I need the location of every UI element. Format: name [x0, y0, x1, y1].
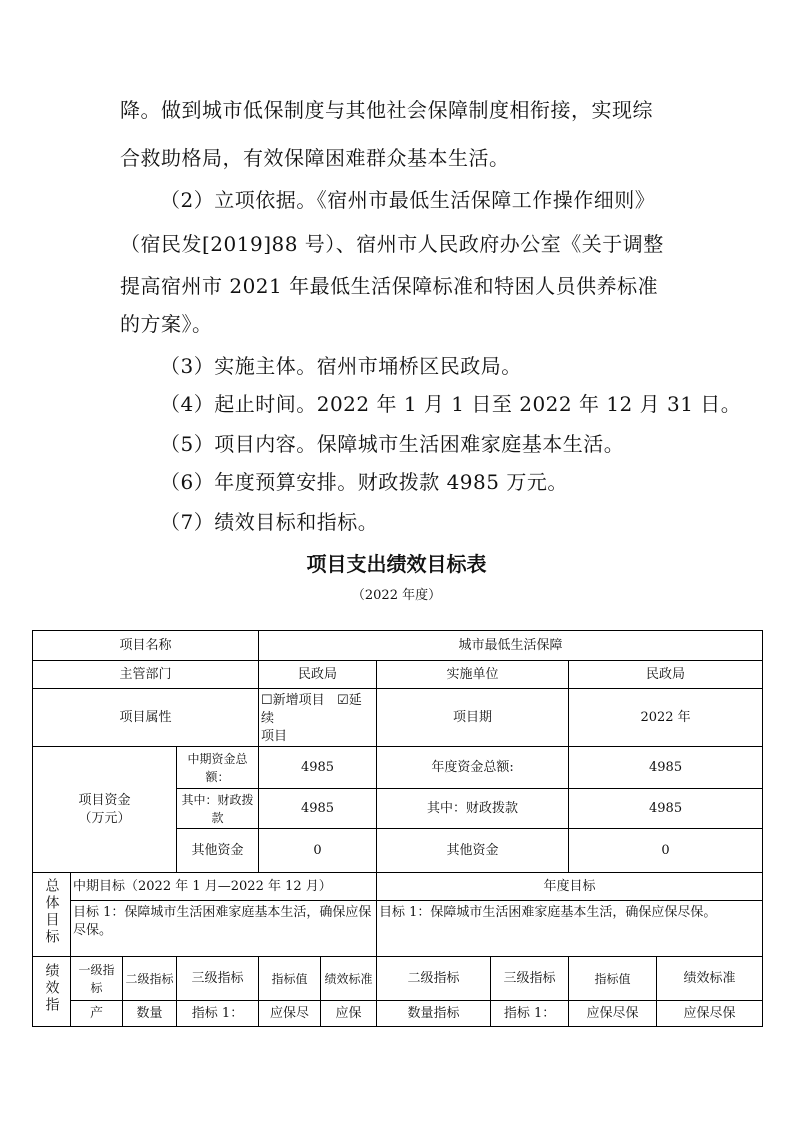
attr-new-checkbox: ☐新增项目	[261, 693, 325, 708]
year-goal-label: 年度目标	[377, 873, 763, 901]
paragraph-line: （7）绩效目标和指标。	[160, 510, 379, 534]
paragraph-line: （2）立项依据。《宿州市最低生活保障工作操作细则》	[160, 188, 656, 212]
header-cell: 三级指标	[177, 957, 259, 1001]
paragraph-line: 合救助格局，有效保障困难群众基本生活。	[120, 146, 510, 170]
year-fin-value: 4985	[569, 789, 763, 829]
paragraph-line: （5）项目内容。保障城市生活困难家庭基本生活。	[160, 432, 625, 456]
header-cell: 绩效标准	[321, 957, 377, 1001]
year-fin-label: 其中：财政拨款	[377, 789, 569, 829]
table-year: （2022 年度）	[351, 588, 442, 603]
paragraph-line: 提高宿州市 2021 年最低生活保障标准和特困人员供养标准	[120, 274, 659, 298]
paragraph-line: （宿民发[2019]88 号）、宿州市人民政府办公室《关于调整	[120, 232, 664, 256]
row-cell: 应保尽	[259, 1001, 321, 1027]
attr-value	[259, 689, 377, 747]
row-cell: 数量	[123, 1001, 177, 1027]
header-cell: 绩效标准	[657, 957, 763, 1001]
attr-label: 项目属性	[33, 689, 259, 747]
mid-other-value: 0	[259, 829, 377, 873]
year-other-value: 0	[569, 829, 763, 873]
row-cell: 指标 1：	[177, 1001, 259, 1027]
header-cell: 一级指标	[71, 957, 123, 1001]
paragraph-line: （6）年度预算安排。财政拨款 4985 万元。	[160, 470, 568, 494]
attr-continue-label: 项目	[261, 729, 288, 744]
funds-label	[33, 747, 177, 873]
project-name-label: 项目名称	[33, 631, 259, 661]
row-cell: 产	[71, 1001, 123, 1027]
year-total-value: 4985	[569, 747, 763, 789]
header-cell: 二级指标	[377, 957, 491, 1001]
goal-label-text: 总体目标	[43, 877, 60, 946]
table-title: 项目支出绩效目标表	[306, 552, 487, 576]
perf-label	[33, 957, 71, 1027]
funds-label-text: 项目资金	[78, 792, 131, 808]
year-goal-text: 目标 1：保障城市生活困难家庭基本生活，确保应保尽保。	[377, 901, 763, 957]
goal-label	[33, 873, 71, 957]
year-total-label: 年度资金总额:	[377, 747, 569, 789]
row-cell: 应保	[321, 1001, 377, 1027]
paragraph-line: （3）实施主体。宿州市埇桥区民政局。	[160, 354, 522, 378]
year-other-label: 其他资金	[377, 829, 569, 873]
mid-fin-label: 其中：财政拨款	[177, 789, 259, 829]
header-cell: 三级指标	[491, 957, 569, 1001]
paragraph-line: 降。做到城市低保制度与其他社会保障制度相衔接，实现综	[120, 98, 653, 122]
dept-label: 主管部门	[33, 661, 259, 689]
row-cell: 应保尽保	[569, 1001, 657, 1027]
row-cell: 指标 1：	[491, 1001, 569, 1027]
funds-unit: （万元）	[78, 810, 131, 826]
mid-other-label: 其他资金	[177, 829, 259, 873]
row-cell: 应保尽保	[657, 1001, 763, 1027]
header-cell: 指标值	[569, 957, 657, 1001]
project-name-value: 城市最低生活保障	[259, 631, 763, 661]
impl-label: 实施单位	[377, 661, 569, 689]
row-cell: 数量指标	[377, 1001, 491, 1027]
impl-value: 民政局	[569, 661, 763, 689]
mid-fin-value: 4985	[259, 789, 377, 829]
perf-label-text: 绩效指	[43, 963, 60, 1014]
period-value: 2022 年	[569, 689, 763, 747]
header-cell: 指标值	[259, 957, 321, 1001]
header-cell: 二级指标	[123, 957, 177, 1001]
dept-value: 民政局	[259, 661, 377, 689]
performance-table	[32, 630, 763, 1027]
paragraph-line: （4）起止时间。2022 年 1 月 1 日至 2022 年 12 月 31 日。	[160, 392, 742, 416]
mid-goal-text: 目标 1：保障城市生活困难家庭基本生活，确保应保尽保。	[71, 901, 377, 957]
mid-total-label: 中期资金总额：	[177, 747, 259, 789]
mid-goal-label: 中期目标（2022 年 1 月—2022 年 12 月）	[71, 873, 377, 901]
attr-continue-checkbox: ☑延续	[261, 693, 362, 726]
paragraph-line: 的方案》。	[120, 312, 213, 336]
mid-total-value: 4985	[259, 747, 377, 789]
period-label: 项目期	[377, 689, 569, 747]
